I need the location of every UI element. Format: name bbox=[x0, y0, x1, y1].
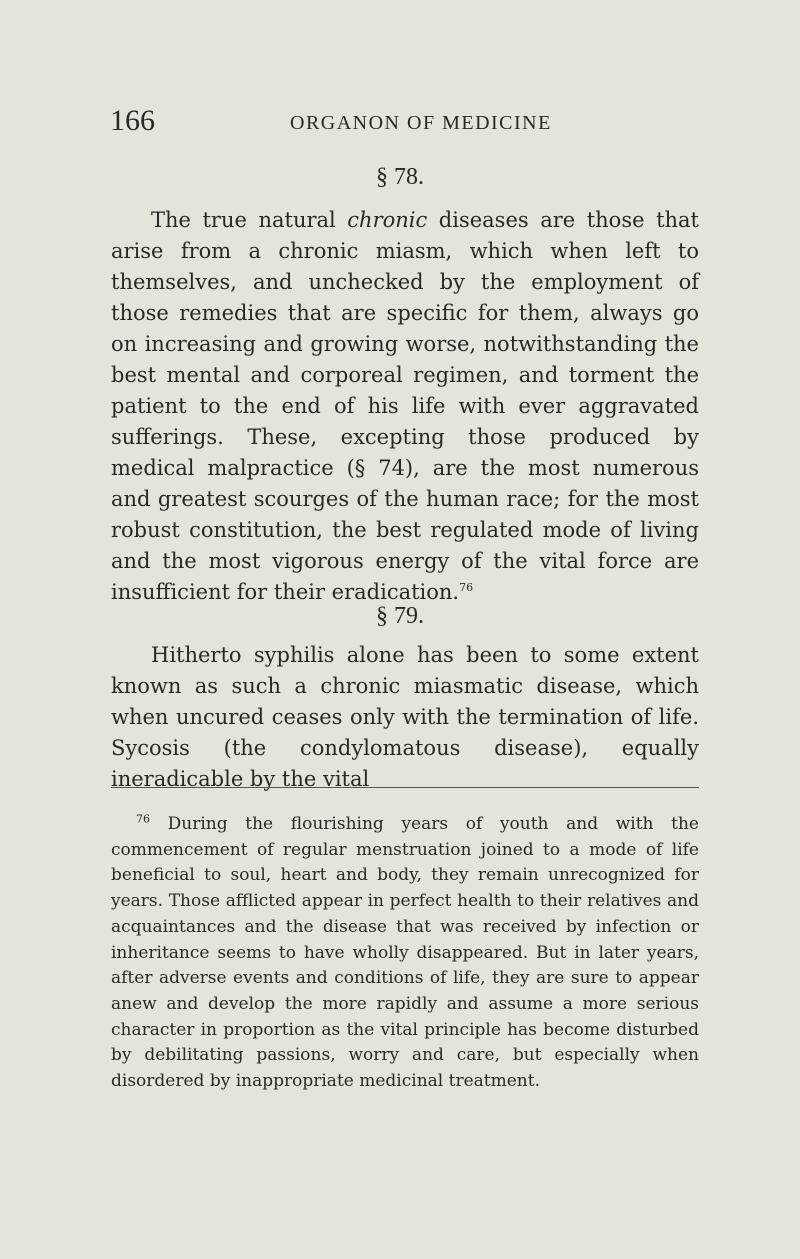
section-78-text-rest: diseases are those that arise from a chronic miasm, which when left to themselves, and unchecked by the employment of those remedies that are specific for them, always go on increasing and growing worse, notwithstanding the best mental and corporeal regimen, and torment the patient to the end of his life with ever aggravated sufferings. These, excepting those produced by medical malpractice (§ 74), are the most numerous and greatest scourges of the human race; for the most robust constitution, the best regulated mode of living and the most vigorous energy of the vital force are insufficient for their eradication. bbox=[111, 208, 699, 604]
footnote-marker: 76 bbox=[136, 812, 150, 826]
footnote-76 bbox=[111, 812, 699, 1095]
section-heading-78: § 78. bbox=[376, 164, 424, 190]
section-79-paragraph: Hitherto syphilis alone has been to some extent known as such a chronic miasmatic disease, which when uncured ceases only with the termination of life. Sycosis (the condylomatous disease), equally ineradicable by the vital bbox=[111, 643, 699, 791]
footnote-divider bbox=[111, 787, 699, 788]
section-heading-79: § 79. bbox=[376, 603, 424, 629]
footnote-text: During the flourishing years of youth and with the commencement of regular menstruation joined to a mode of life beneficial to soul, heart and body, they remain unrecognized for years. Those afflicted appear in perfect health to their relatives and acquaintances and the disease that was received by infection or inheritance seems to have wholly disappeared. But in later years, after adverse events and conditions of life, they are sure to appear anew and develop the more rapidly and assume a more serious character in proportion as the vital principle has become disturbed by debilitating passions, worry and care, but especially when disordered by inappropriate medicinal treatment. bbox=[111, 814, 699, 1092]
running-header bbox=[110, 104, 700, 144]
italic-term-chronic: chronic bbox=[347, 208, 428, 232]
running-title: ORGANON OF MEDICINE bbox=[290, 112, 552, 134]
section-78-paragraph bbox=[111, 205, 699, 608]
section-78-text-start: The true natural bbox=[151, 208, 348, 232]
page-number: 166 bbox=[110, 104, 155, 137]
footnote-reference-76: 76 bbox=[459, 581, 474, 594]
